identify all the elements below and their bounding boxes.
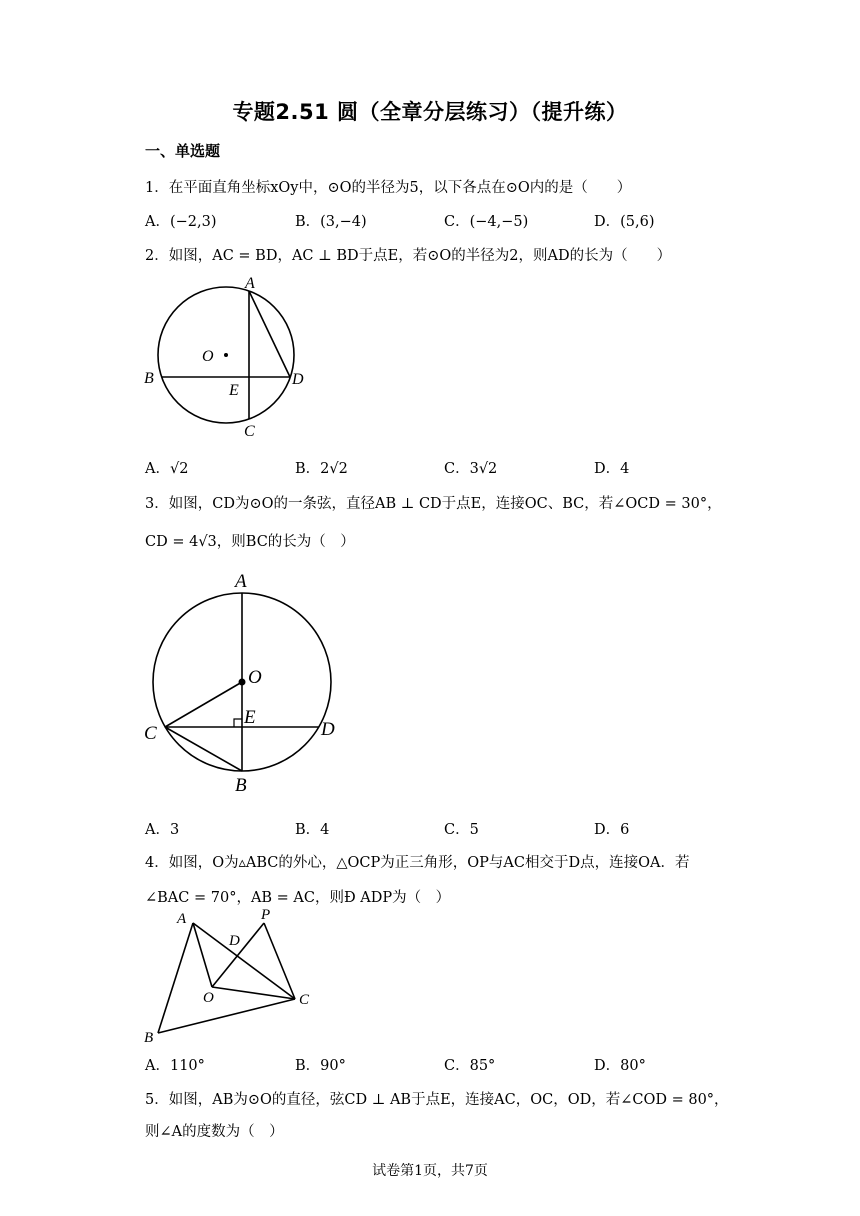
q2-label-o: O <box>202 348 214 365</box>
question-4-stem-line-2: ∠BAC = 70°，AB = AC，则Ð ADP为（ ） <box>145 890 451 906</box>
question-5-stem-line-1: 5．如图，AB为⊙O的直径，弦CD ⊥ AB于点E，连接AC，OC，OD，若∠COD = 80°， <box>145 1092 729 1108</box>
q4-option-d[interactable]: D．80° <box>594 1058 646 1074</box>
q4-option-a[interactable]: A．110° <box>145 1058 205 1074</box>
question-3-stem-line-1: 3．如图，CD为⊙O的一条弦，直径AB ⊥ CD于点E，连接OC、BC，若∠OCD = 30°， <box>145 496 722 512</box>
q4-label-a: A <box>177 911 187 927</box>
question-2-stem: 2．如图，AC = BD，AC ⊥ BD于点E，若⊙O的半径为2，则AD的长为（ ） <box>145 248 672 264</box>
question-3-figure <box>140 565 350 800</box>
q3-option-a[interactable]: A．3 <box>145 822 180 838</box>
q2-label-a: A <box>245 275 255 292</box>
q3-option-c[interactable]: C．5 <box>444 822 479 838</box>
q2-option-a[interactable]: A．√2 <box>145 461 189 477</box>
q3-option-d[interactable]: D．6 <box>594 822 630 838</box>
question-4-stem-line-1: 4．如图，O为▵ABC的外心，△OCP为正三角形，OP与AC相交于D点，连接OA．若 <box>145 855 690 871</box>
page-title: 专题2.51 圆（全章分层练习）（提升练） <box>232 100 628 124</box>
q3-label-a: A <box>235 571 247 592</box>
q2-label-b: B <box>144 370 154 387</box>
question-4-figure <box>140 905 330 1045</box>
q2-option-d[interactable]: D．4 <box>594 461 630 477</box>
q2-option-c[interactable]: C．3√2 <box>444 461 498 477</box>
q3-option-b[interactable]: B．4 <box>295 822 330 838</box>
q3-label-d: D <box>321 719 335 740</box>
question-2-figure <box>140 270 320 445</box>
q1-option-d[interactable]: D．(5,6) <box>594 214 655 230</box>
page-footer: 试卷第1页，共7页 <box>372 1163 488 1179</box>
q4-label-d: D <box>229 933 240 949</box>
question-3-stem-line-2: CD = 4√3，则BC的长为（ ） <box>145 534 355 550</box>
question-1-stem: 1．在平面直角坐标xOy中，⊙O的半径为5，以下各点在⊙O内的是（ ） <box>145 180 632 196</box>
q2-label-c: C <box>244 423 255 440</box>
q4-label-c: C <box>299 992 310 1008</box>
q2-label-e: E <box>229 382 239 399</box>
q4-label-b: B <box>144 1030 154 1045</box>
question-5-stem-line-2: 则∠A的度数为（ ） <box>145 1124 284 1140</box>
q1-option-a[interactable]: A．(−2,3) <box>145 214 217 230</box>
q4-label-o: O <box>203 990 214 1006</box>
q1-option-b[interactable]: B．(3,−4) <box>295 214 367 230</box>
q2-option-b[interactable]: B．2√2 <box>295 461 348 477</box>
section-heading: 一、单选题 <box>145 142 221 160</box>
q3-label-b: B <box>235 775 247 796</box>
q4-label-p: P <box>261 907 271 923</box>
q3-label-c: C <box>144 723 157 744</box>
q4-option-b[interactable]: B．90° <box>295 1058 346 1074</box>
q2-label-d: D <box>292 371 304 388</box>
q3-label-e: E <box>244 707 256 728</box>
q1-option-c[interactable]: C．(−4,−5) <box>444 214 529 230</box>
q4-option-c[interactable]: C．85° <box>444 1058 496 1074</box>
q3-label-o: O <box>248 667 262 688</box>
